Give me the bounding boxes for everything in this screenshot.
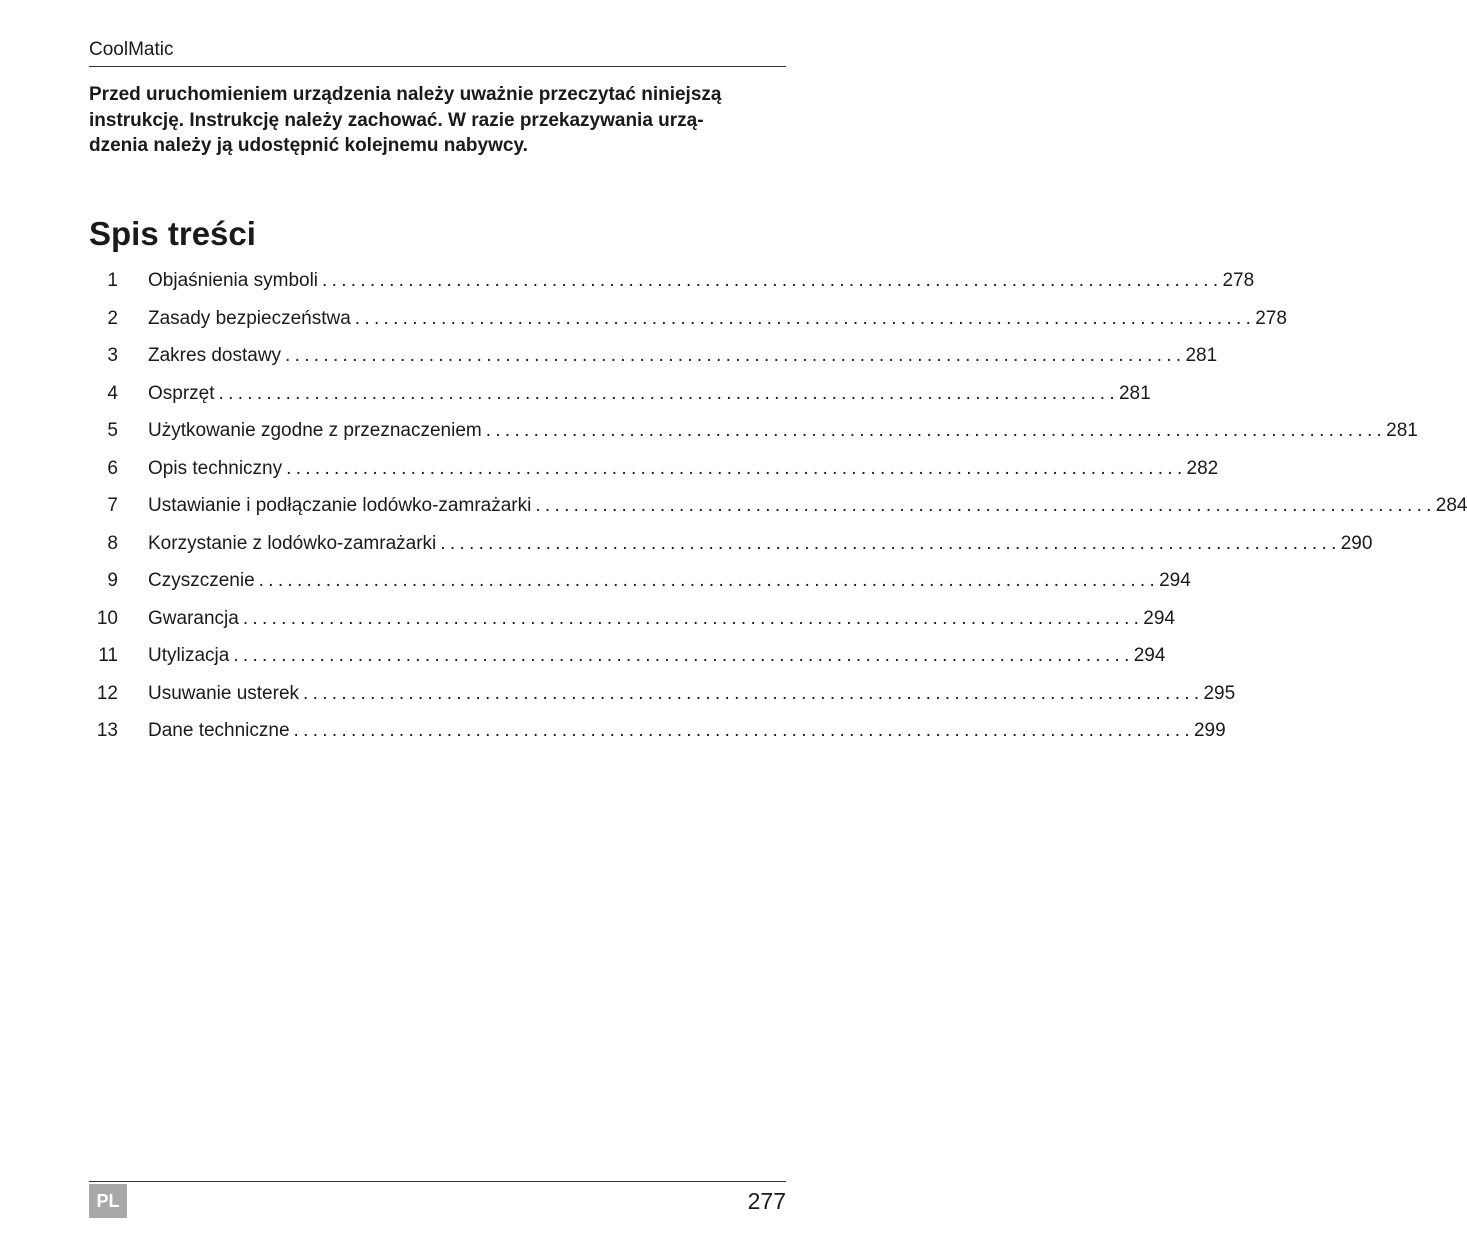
dot-leader: .............................................................................................. xyxy=(440,532,1341,554)
dot-leader: .............................................................................................. xyxy=(286,457,1187,479)
toc-entry-number: 13 xyxy=(96,720,118,741)
toc-entry[interactable] xyxy=(89,525,1373,563)
toc-entry-title: Osprzęt xyxy=(148,375,219,413)
toc-entry-page: 294 xyxy=(1143,607,1175,629)
toc-entry-page: 294 xyxy=(1159,570,1191,591)
toc-entry-page: 281 xyxy=(1185,345,1218,366)
toc-entry-number: 10 xyxy=(96,607,118,629)
toc-entry[interactable] xyxy=(89,337,1218,375)
toc-entry-title: Dane techniczne xyxy=(148,712,294,750)
toc-entry-title: Opis techniczny xyxy=(148,450,286,488)
toc-entry-title: Gwarancja xyxy=(148,600,243,638)
toc-entry-title: Zakres dostawy xyxy=(148,337,285,375)
toc-entry[interactable] xyxy=(89,262,1255,300)
toc-entry-title: Zasady bezpieczeństwa xyxy=(148,300,355,338)
toc-entry-number: 9 xyxy=(107,570,118,591)
toc-entry-page: 290 xyxy=(1340,532,1373,554)
dot-leader: .............................................................................................. xyxy=(218,382,1119,404)
intro-line: Przed uruchomieniem urządzenia należy uważnie przeczytać niniejszą xyxy=(89,84,722,105)
toc-entry-number: 7 xyxy=(107,495,118,516)
dot-leader: .............................................................................................. xyxy=(485,420,1387,441)
toc-entry-title: Utylizacja xyxy=(148,637,233,675)
dot-leader: .............................................................................................. xyxy=(242,607,1144,629)
toc-entry-page: 282 xyxy=(1186,457,1219,479)
toc-entry[interactable] xyxy=(89,412,1418,450)
language-badge: PL xyxy=(89,1184,127,1218)
toc-entry-number: 2 xyxy=(107,307,118,329)
toc-entry-page: 294 xyxy=(1133,645,1166,666)
toc-entry-title: Czyszczenie xyxy=(148,562,259,600)
dot-leader: .............................................................................................. xyxy=(233,645,1134,666)
dot-leader: .............................................................................................. xyxy=(258,570,1160,591)
toc-entry[interactable] xyxy=(89,487,1467,525)
dot-leader: .............................................................................................. xyxy=(535,495,1436,516)
toc-entry-number: 5 xyxy=(107,420,118,441)
toc-entry[interactable] xyxy=(89,675,1236,713)
toc-entry-number: 3 xyxy=(107,345,118,366)
toc-entry-page: 278 xyxy=(1255,307,1287,329)
dot-leader: .............................................................................................. xyxy=(354,307,1256,329)
toc-entry-title: Usuwanie usterek xyxy=(148,675,303,713)
intro-line: instrukcję. Instrukcję należy zachować. W razie przekazywania urzą- xyxy=(89,109,704,131)
intro-line: dzenia należy ją udostępnić kolejnemu nabywcy. xyxy=(89,135,528,156)
toc-entry-page: 281 xyxy=(1118,382,1151,404)
toc-entry-page: 281 xyxy=(1386,420,1418,441)
toc-entry[interactable] xyxy=(89,450,1219,488)
toc-entry-number: 8 xyxy=(107,532,118,554)
table-of-contents xyxy=(89,262,1467,750)
toc-entry-page: 278 xyxy=(1222,270,1255,291)
dot-leader: .............................................................................................. xyxy=(285,345,1186,366)
toc-entry-number: 12 xyxy=(96,682,118,704)
toc-entry[interactable] xyxy=(89,637,1166,675)
dot-leader: .............................................................................................. xyxy=(293,720,1194,741)
toc-entry-page: 299 xyxy=(1193,720,1226,741)
toc-entry[interactable] xyxy=(89,375,1151,413)
toc-entry-page: 295 xyxy=(1203,682,1236,704)
toc-entry-title: Korzystanie z lodówko-zamrażarki xyxy=(148,525,440,563)
toc-heading: Spis treści xyxy=(89,215,256,252)
toc-entry-title: Ustawianie i podłączanie lodówko-zamrażarki xyxy=(148,487,535,525)
intro-notice xyxy=(89,82,786,159)
running-header-title: CoolMatic xyxy=(89,39,174,60)
toc-entry[interactable] xyxy=(89,600,1175,638)
toc-entry-number: 4 xyxy=(107,382,118,404)
dot-leader: .............................................................................................. xyxy=(322,270,1223,291)
page-number: 277 xyxy=(747,1188,786,1214)
footer-divider xyxy=(89,1181,786,1182)
toc-entry-number: 1 xyxy=(107,270,118,291)
toc-entry-number: 11 xyxy=(98,645,118,666)
dot-leader: .............................................................................................. xyxy=(303,682,1204,704)
header-divider xyxy=(89,66,786,67)
toc-entry-number: 6 xyxy=(107,457,118,479)
toc-entry-title: Użytkowanie zgodne z przeznaczeniem xyxy=(148,412,486,450)
toc-entry-title: Objaśnienia symboli xyxy=(148,262,322,300)
toc-entry[interactable] xyxy=(89,712,1226,750)
toc-entry[interactable] xyxy=(89,562,1191,600)
toc-entry[interactable] xyxy=(89,300,1287,338)
toc-entry-page: 284 xyxy=(1435,495,1467,516)
